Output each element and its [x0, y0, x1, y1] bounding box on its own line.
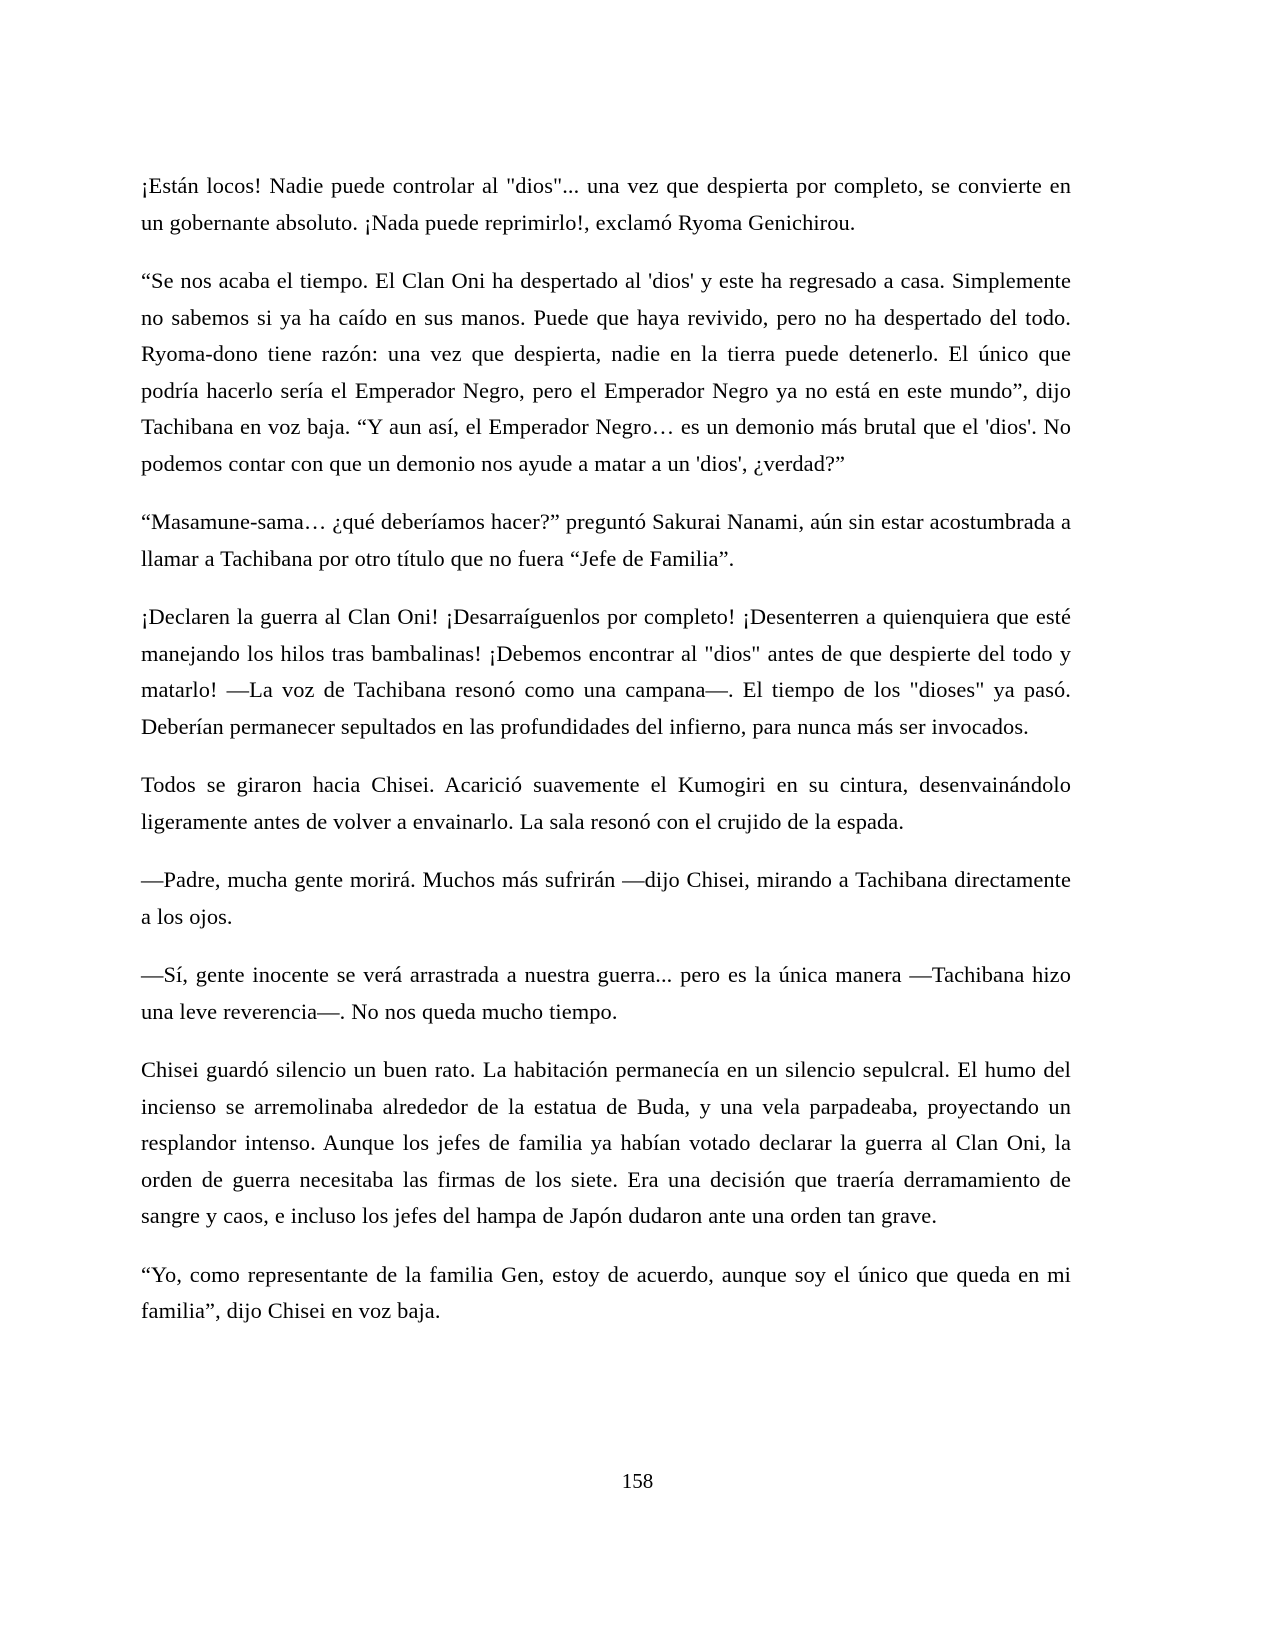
paragraph: ¡Declaren la guerra al Clan Oni! ¡Desarraíguenlos por completo! ¡Desenterren a quienquiera que esté manejando los hilos tras bambalinas! ¡Debemos encontrar al "dios" antes de que despierte del todo y matarlo! —La voz de Tachibana resonó como una campana—. El tiempo de los "dioses" ya pasó. Deberían permanecer sepultados en las profundidades del infierno, para nunca más ser invocados. [141, 604, 1071, 739]
page-body-text [141, 168, 1071, 1330]
paragraph: —Padre, mucha gente morirá. Muchos más sufrirán —dijo Chisei, mirando a Tachibana directamente a los ojos. [141, 867, 1071, 929]
paragraph: ¡Están locos! Nadie puede controlar al "dios"... una vez que despierta por completo, se convierte en un gobernante absoluto. ¡Nada puede reprimirlo!, exclamó Ryoma Genichirou. [141, 173, 1071, 235]
paragraph: “Masamune-sama… ¿qué deberíamos hacer?” preguntó Sakurai Nanami, aún sin estar acostumbrada a llamar a Tachibana por otro título que no fuera “Jefe de Familia”. [141, 509, 1071, 571]
paragraph: “Se nos acaba el tiempo. El Clan Oni ha despertado al 'dios' y este ha regresado a casa. Simplemente no sabemos si ya ha caído en sus manos. Puede que haya revivido, pero no ha despertado del todo. Ryoma-dono tiene razón: una vez que despierta, nadie en la tierra puede detenerlo. El único que podría hacerlo sería el Emperador Negro, pero el Emperador Negro ya no está en este mundo”, dijo Tachibana en voz baja. “Y aun así, el Emperador Negro… es un demonio más brutal que el 'dios'. No podemos contar con que un demonio nos ayude a matar a un 'dios', ¿verdad?” [141, 268, 1071, 476]
paragraph: “Yo, como representante de la familia Gen, estoy de acuerdo, aunque soy el único que queda en mi familia”, dijo Chisei en voz baja. [141, 1261, 1071, 1323]
paragraph: Chisei guardó silencio un buen rato. La habitación permanecía en un silencio sepulcral. El humo del incienso se arremolinaba alrededor de la estatua de Buda, y una vela parpadeaba, proyectando un resplandor intenso. Aunque los jefes de familia ya habían votado declarar la guerra al Clan Oni, la orden de guerra necesitaba las firmas de los siete. Era una decisión que traería derramamiento de sangre y caos, e incluso los jefes del hampa de Japón dudaron ante una orden tan grave. [141, 1057, 1071, 1228]
paragraph: —Sí, gente inocente se verá arrastrada a nuestra guerra... pero es la única manera —Tachibana hizo una leve reverencia—. No nos queda mucho tiempo. [141, 962, 1071, 1024]
paragraph: Todos se giraron hacia Chisei. Acarició suavemente el Kumogiri en su cintura, desenvainándolo ligeramente antes de volver a envainarlo. La sala resonó con el crujido de la espada. [141, 772, 1071, 834]
page-number: 158 [621, 1469, 654, 1493]
